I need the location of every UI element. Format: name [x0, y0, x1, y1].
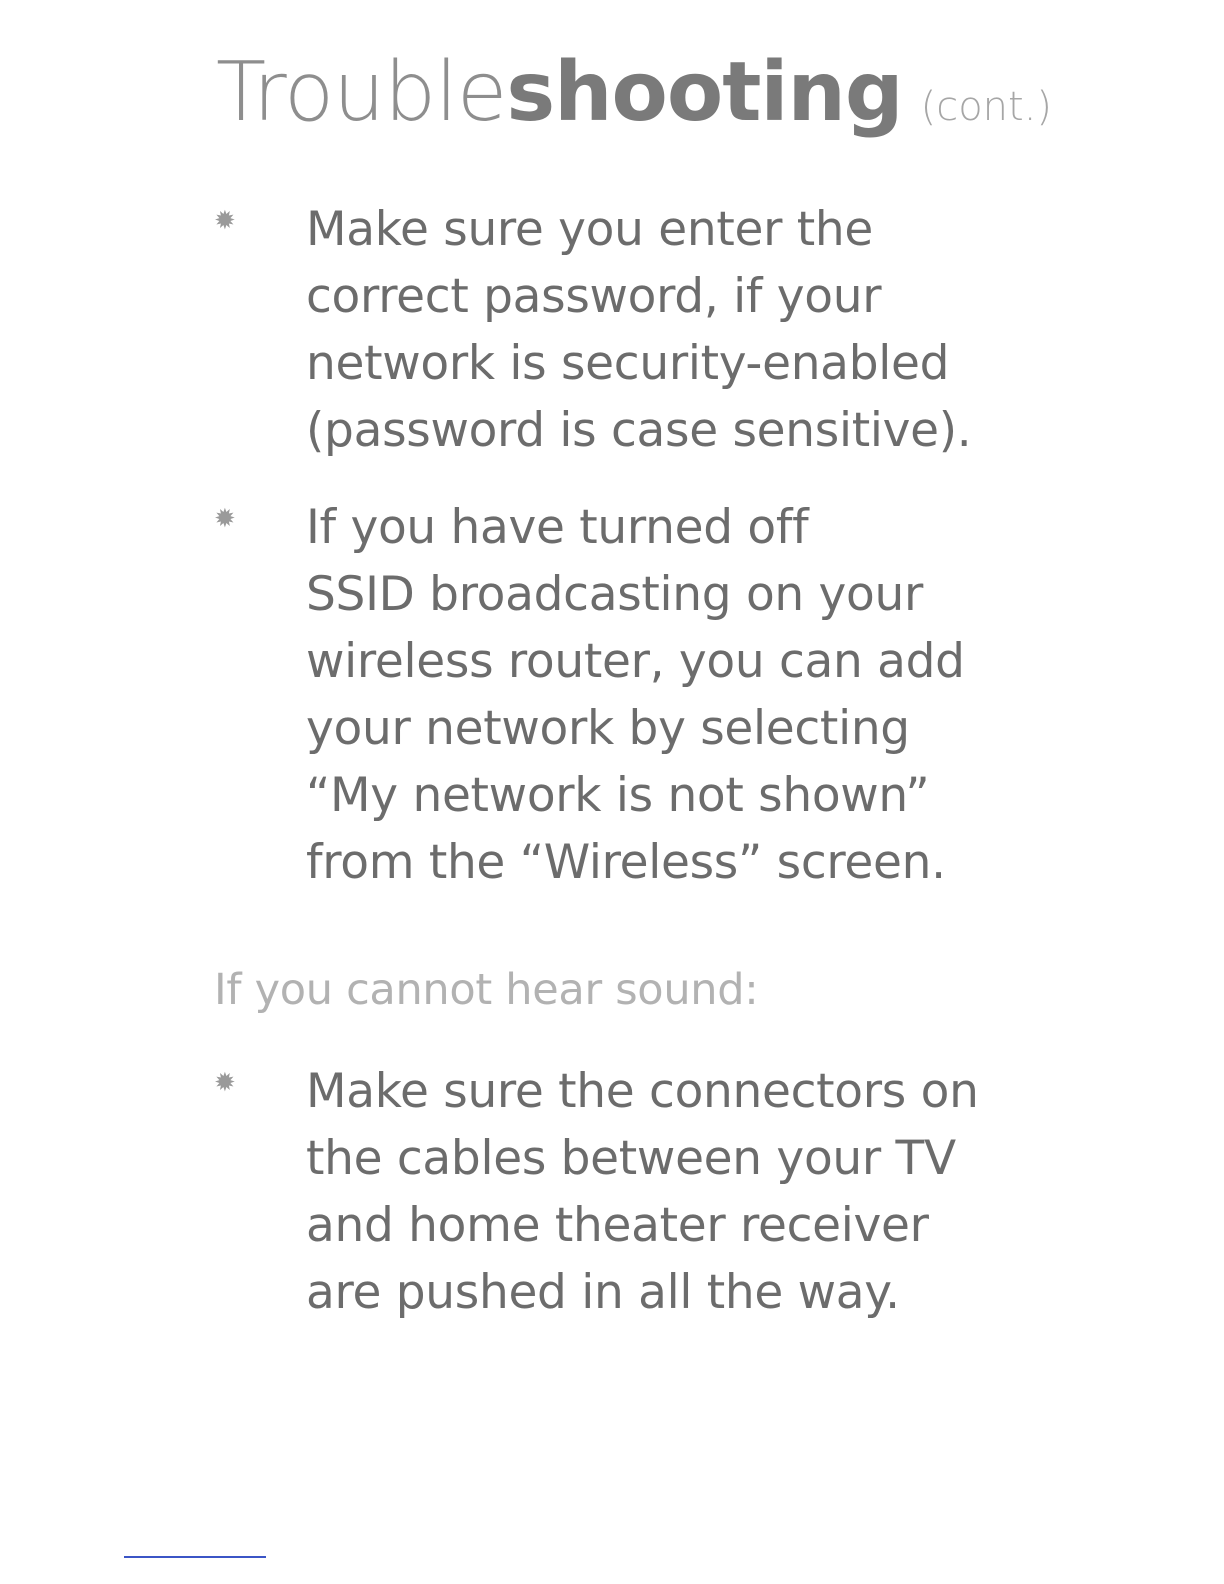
- page-title: [216, 45, 1053, 140]
- bullet-text: [306, 196, 972, 464]
- bullet-icon: ✹: [214, 1068, 236, 1098]
- bullet-line: the cables between your TV: [306, 1131, 956, 1186]
- bullet-line: Make sure you enter the: [306, 202, 874, 257]
- bullet-text: [306, 1058, 979, 1326]
- bullet-line: wireless router, you can add: [306, 634, 965, 689]
- bullet-line: are pushed in all the way.: [306, 1265, 900, 1320]
- footer-rule: [124, 1556, 266, 1558]
- bullet-line: and home theater receiver: [306, 1198, 929, 1253]
- bullet-line: from the “Wireless” screen.: [306, 835, 946, 890]
- section-subheading: If you cannot hear sound:: [214, 965, 759, 1015]
- bullet-icon: ✹: [214, 504, 236, 534]
- title-continued-label: (cont.): [920, 84, 1053, 130]
- bullet-line: If you have turned off: [306, 500, 809, 555]
- bullet-line: network is security-enabled: [306, 336, 950, 391]
- bullet-line: Make sure the connectors on: [306, 1064, 979, 1119]
- bullet-icon: ✹: [214, 206, 236, 236]
- title-light-part: Trouble: [216, 45, 507, 140]
- bullet-line: (password is case sensitive).: [306, 403, 972, 458]
- bullet-line: SSID broadcasting on your: [306, 567, 924, 622]
- bullet-text: [306, 494, 966, 896]
- bullet-line: correct password, if your: [306, 269, 882, 324]
- bullet-line: “My network is not shown”: [306, 768, 930, 823]
- bullet-line: your network by selecting: [306, 701, 910, 756]
- title-bold-part: shooting: [506, 45, 903, 140]
